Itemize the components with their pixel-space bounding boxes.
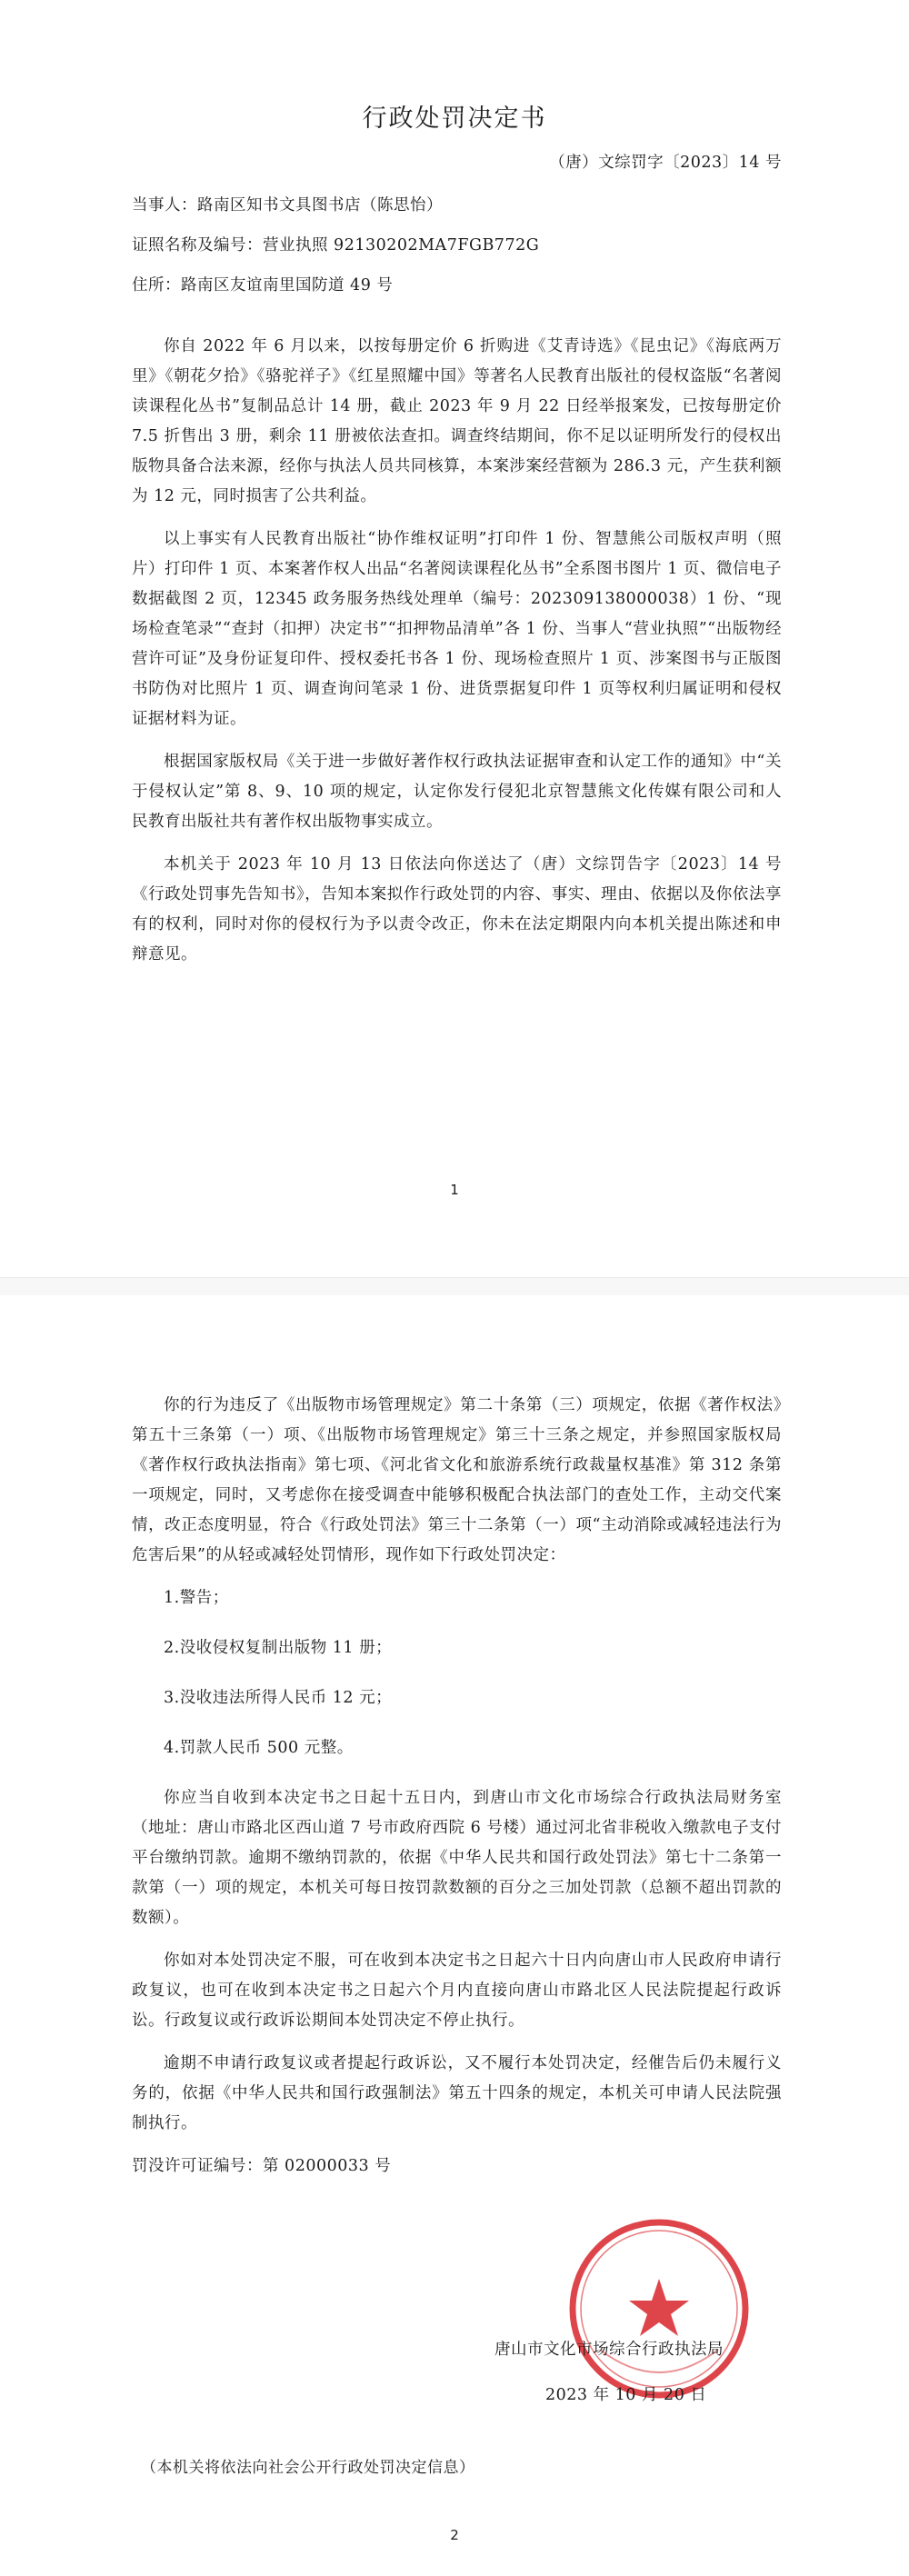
- document-title: 行政处罚决定书: [362, 105, 547, 133]
- page2-body: [132, 1391, 782, 2194]
- paragraph-enforcement: 逾期不申请行政复议或者提起行政诉讼，又不履行本处罚决定，经催告后仍未履行义务的，依据《中华人民共和国行政强制法》第五十四条的规定，本机关可申请人民法院强制执行。: [132, 2054, 782, 2132]
- disclosure-note: （本机关将依法向社会公开行政处罚决定信息）: [141, 2459, 475, 2477]
- penalty-item: 2.没收侵权复制出版物 11 册；: [164, 1639, 393, 1657]
- party-name: 当事人：路南区知书文具图书店（陈思怡）: [132, 196, 443, 215]
- paragraph-facts: 你自 2022 年 6 月以来，以按每册定价 6 折购进《艾青诗选》《昆虫记》《海底两万里》《朝花夕拾》《骆驼祥子》《红星照耀中国》等著名人民教育出版社的侵权盗版“名著阅读课程化丛书”复制品总计 14 册，截止 2023 年 9 月 22 日经举报案发，已按每册定价 7.5 折售出 3 册，剩余 11 册被依法查扣。调查终结期间，你不足以证明所发行的侵权出版物具备合法来源，经你与执法人员共同核算，本案涉案经营额为 286.3 元，产生获利额为 12 元，同时损害了公共利益。: [132, 337, 782, 505]
- document-page-1: [0, 0, 909, 1277]
- document-number: （唐）文综罚字〔2023〕14 号: [549, 154, 782, 172]
- party-info: [132, 191, 782, 311]
- page-separator: [0, 1277, 909, 1297]
- page1-body: [132, 332, 782, 983]
- penalty-item: 3.没收违法所得人民币 12 元；: [164, 1689, 393, 1707]
- paragraph-appeal: 你如对本处罚决定不服，可在收到本决定书之日起六十日内向唐山市人民政府申请行政复议，也可在收到本决定书之日起六个月内直接向唐山市路北区人民法院提起行政诉讼。行政复议或行政诉讼期间本处罚决定不停止执行。: [132, 1952, 782, 2030]
- paragraph-determination: 根据国家版权局《关于进一步做好著作权行政执法证据审查和认定工作的通知》中“关于侵权认定”第 8、9、10 项的规定，认定你发行侵犯北京智慧熊文化传媒有限公司和人民教育出版社共有著作权出版物事实成立。: [132, 753, 782, 831]
- license-info: 证照名称及编号：营业执照 92130202MA7FGB772G: [132, 236, 540, 255]
- party-address: 住所：路南区友谊南里国防道 49 号: [132, 276, 394, 295]
- page-number: 2: [450, 2527, 459, 2543]
- penalty-item: 4.罚款人民币 500 元整。: [164, 1739, 354, 1757]
- paragraph-notice: 本机关于 2023 年 10 月 13 日依法向你送达了（唐）文综罚告字〔2023〕14 号《行政处罚事先告知书》，告知本案拟作行政处罚的内容、事实、理由、依据以及你依法享有的权利，同时对你的侵权行为予以责令改正，你未在法定期限内向本机关提出陈述和申辩意见。: [132, 855, 782, 964]
- paragraph-violation: 你的行为违反了《出版物市场管理规定》第二十条第（三）项规定，依据《著作权法》第五十三条第（一）项、《出版物市场管理规定》第三十三条之规定，并参照国家版权局《著作权行政执法指南》第七项、《河北省文化和旅游系统行政裁量权基准》第 312 条第一项规定，同时，又考虑你在接受调查中能够积极配合执法部门的查处工作，主动交代案情，改正态度明显，符合《行政处罚法》第三十二条第（一）项“主动消除或减轻违法行为危害后果”的从轻或减轻处罚情形，现作如下行政处罚决定：: [132, 1396, 782, 1564]
- page-number: 1: [450, 1182, 459, 1198]
- paragraph-payment: 你应当自收到本决定书之日起十五日内，到唐山市文化市场综合行政执法局财务室（地址：唐山市路北区西山道 7 号市政府西院 6 号楼）通过河北省非税收入缴款电子支付平台缴纳罚款。逾期不缴纳罚款的，依据《中华人民共和国行政处罚法》第七十二条第一款第（一）项的规定，本机关可每日按罚款数额的百分之三加处罚款（总额不超出罚款的数额）。: [132, 1789, 782, 1927]
- issuing-authority: 唐山市文化市场综合行政执法局: [494, 2341, 724, 2359]
- penalty-license-number: 罚没许可证编号：第 02000033 号: [132, 2157, 392, 2175]
- paragraph-evidence: 以上事实有人民教育出版社“协作维权证明”打印件 1 份、智慧熊公司版权声明（照片）打印件 1 页、本案著作权人出品“名著阅读课程化丛书”全系图书图片 1 页、微信电子数据截图 2 页，12345 政务服务热线处理单（编号：202309138000038）1 份、“现场检查笔录”“查封（扣押）决定书”“扣押物品清单”各 1 份、当事人“营业执照”“出版物经营许可证”及身份证复印件、授权委托书各 1 份、现场检查照片 1 页、涉案图书与正版图书防伪对比照片 1 页、调查询问笔录 1 份、进货票据复印件 1 页等权利归属证明和侵权证据材料为证。: [132, 530, 782, 728]
- signature-block: [491, 2327, 764, 2418]
- issue-date: 2023 年 10 月 20 日: [545, 2386, 707, 2404]
- penalty-item: 1.警告；: [164, 1589, 229, 1607]
